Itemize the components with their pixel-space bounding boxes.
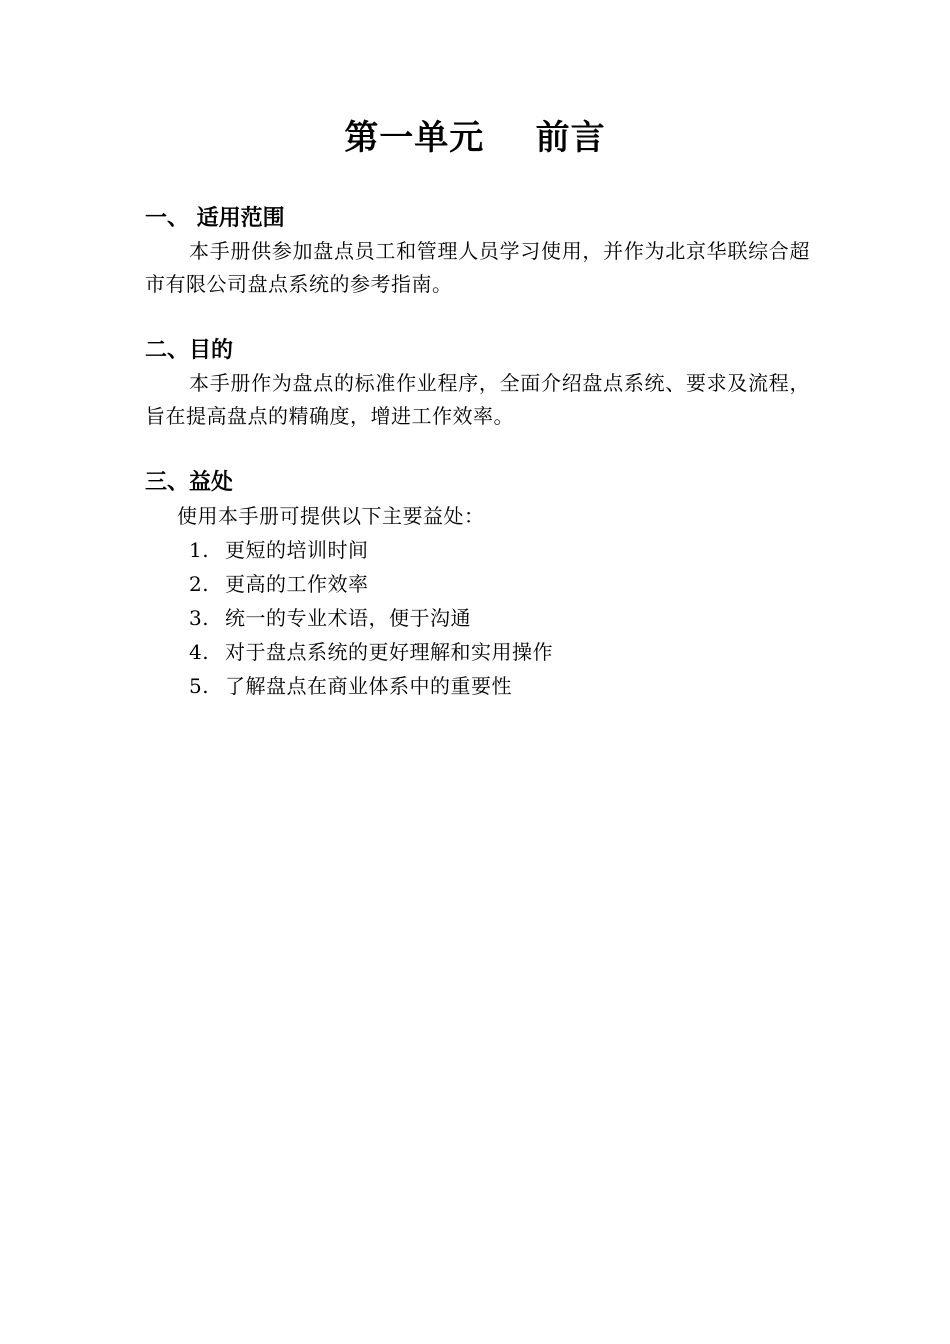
- benefits-intro: 使用本手册可提供以下主要益处：: [177, 504, 485, 528]
- list-number: 5.: [189, 674, 210, 698]
- list-item: [189, 669, 810, 703]
- page-title: 第一单元 前言: [344, 118, 606, 158]
- section-paragraph: 本手册供参加盘点员工和管理人员学习使用，并作为北京华联综合超市有限公司盘点系统的参考指南。: [145, 239, 810, 296]
- list-text: 更高的工作效率: [225, 572, 369, 596]
- list-text: 对于盘点系统的更好理解和实用操作: [225, 640, 553, 664]
- list-number: 1.: [189, 538, 210, 562]
- section-purpose: [145, 335, 810, 433]
- benefit-list: [145, 533, 810, 703]
- list-item: [189, 601, 810, 635]
- section-paragraph: 本手册作为盘点的标准作业程序，全面介绍盘点系统、要求及流程，旨在提高盘点的精确度，增进工作效率。: [145, 371, 810, 428]
- section-heading: 一、 适用范围: [145, 206, 285, 231]
- list-item: [189, 635, 810, 669]
- list-text: 了解盘点在商业体系中的重要性: [225, 674, 512, 698]
- section-scope: [145, 203, 810, 301]
- list-number: 2.: [189, 572, 210, 596]
- list-number: 3.: [189, 606, 210, 630]
- section-benefits: [145, 467, 810, 703]
- list-item: [189, 533, 810, 567]
- section-heading: 二、目的: [145, 338, 234, 363]
- list-text: 更短的培训时间: [225, 538, 369, 562]
- list-item: [189, 567, 810, 601]
- section-heading: 三、益处: [145, 470, 234, 495]
- list-text: 统一的专业术语，便于沟通: [225, 606, 471, 630]
- list-number: 4.: [189, 640, 210, 664]
